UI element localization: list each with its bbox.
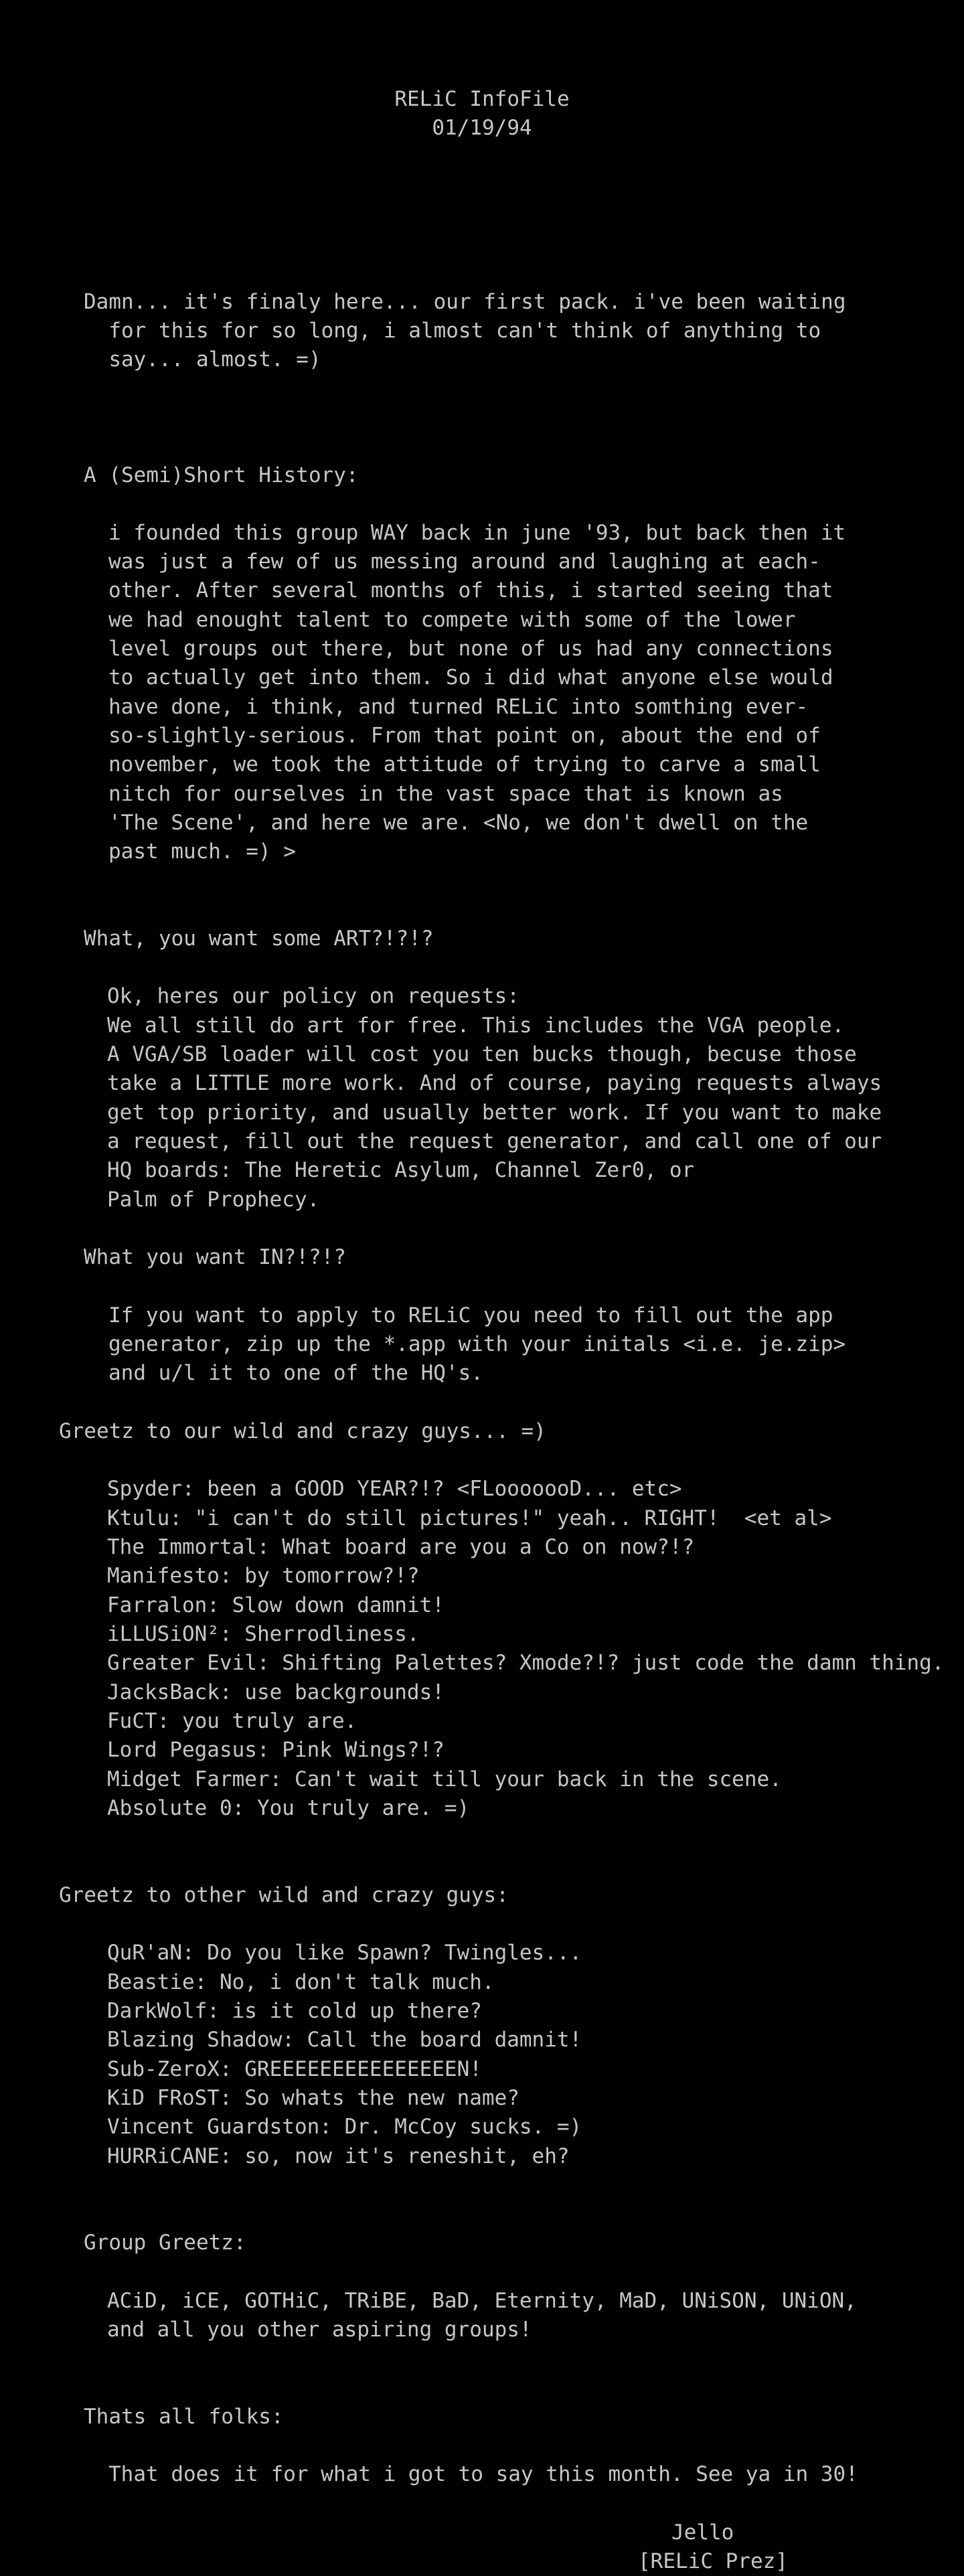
join-line: If you want to apply to RELiC you need to fill out the app: [108, 1303, 833, 1327]
greetz-member-line: Absolute 0: You truly are. =): [107, 1796, 470, 1820]
greetz-other-line: KiD FRoST: So whats the new name?: [107, 2086, 519, 2110]
greetz-members-heading: Greetz to our wild and crazy guys... =): [59, 1419, 546, 1443]
group-greetz-line: ACiD, iCE, GOTHiC, TRiBE, BaD, Eternity, MaD, UNiSON, UNiON,: [107, 2289, 857, 2313]
art-line: Palm of Prophecy.: [107, 1188, 320, 1212]
greetz-member-line: FuCT: you truly are.: [107, 1709, 357, 1733]
document-title: RELiC InfoFile: [394, 87, 570, 111]
intro-line: for this for so long, i almost can't think of anything to: [84, 319, 821, 343]
greetz-member-line: Farralon: Slow down damnit!: [107, 1593, 445, 1617]
history-line: past much. =) >: [108, 839, 296, 864]
history-line: so-slightly-serious. From that point on, about the end of: [108, 724, 821, 748]
history-line: november, we took the attitude of trying to carve a small: [108, 752, 821, 777]
art-line: Ok, heres our policy on requests:: [107, 984, 519, 1008]
art-line: A VGA/SB loader will cost you ten bucks though, becuse those: [107, 1042, 857, 1066]
history-line: we had enought talent to compete with some of the lower: [108, 608, 796, 632]
greetz-member-line: Greater Evil: Shifting Palettes? Xmode?!? just code the damn thing.: [107, 1651, 945, 1675]
greetz-other-line: Sub-ZeroX: GREEEEEEEEEEEEEEEN!: [107, 2057, 482, 2081]
intro-line: Damn... it's finaly here... our first pack. i've been waiting: [84, 290, 846, 314]
greetz-member-line: Midget Farmer: Can't wait till your back in the scene.: [107, 1767, 782, 1791]
join-line: generator, zip up the *.app with your initals <i.e. je.zip>: [108, 1332, 846, 1356]
art-heading: What, you want some ART?!?!?: [84, 927, 434, 951]
greetz-other-line: DarkWolf: is it cold up there?: [107, 1999, 482, 2023]
history-line: nitch for ourselves in the vast space that is known as: [108, 782, 783, 806]
history-line: other. After several months of this, i started seeing that: [108, 578, 833, 602]
art-line: We all still do art for free. This includes the VGA people.: [107, 1014, 845, 1038]
art-line: a request, fill out the request generator, and call one of our: [107, 1129, 882, 1153]
signature-name: Jello: [671, 2520, 734, 2545]
closing-heading: Thats all folks:: [84, 2405, 284, 2429]
greetz-member-line: Spyder: been a GOOD YEAR?!? <FLooooooD... etc>: [107, 1477, 682, 1501]
art-line: HQ boards: The Heretic Asylum, Channel Zer0, or: [107, 1158, 695, 1182]
history-line: to actually get into them. So i did what anyone else would: [108, 665, 833, 690]
greetz-others-heading: Greetz to other wild and crazy guys:: [59, 1883, 509, 1907]
history-line: was just a few of us messing around and laughing at each-: [108, 550, 821, 574]
history-line: 'The Scene', and here we are. <No, we don't dwell on the: [108, 811, 809, 835]
history-line: level groups out there, but none of us had any connections: [108, 637, 833, 661]
history-heading: A (Semi)Short History:: [84, 463, 359, 487]
group-greetz-line: and all you other aspiring groups!: [107, 2318, 532, 2342]
history-line: have done, i think, and turned RELiC into somthing ever-: [108, 695, 809, 719]
greetz-member-line: Ktulu: "i can't do still pictures!" yeah.. RIGHT! <et al>: [107, 1506, 832, 1530]
greetz-other-line: Beastie: No, i don't talk much.: [107, 1970, 495, 1994]
art-line: take a LITTLE more work. And of course, paying requests always: [107, 1071, 882, 1095]
history-line: i founded this group WAY back in june '93, but back then it: [108, 521, 846, 545]
intro-line: say... almost. =): [84, 347, 321, 372]
greetz-member-line: Manifesto: by tomorrow?!?: [107, 1564, 420, 1588]
greetz-member-line: JacksBack: use backgrounds!: [107, 1680, 445, 1704]
join-line: and u/l it to one of the HQ's.: [108, 1361, 483, 1385]
closing-line: That does it for what i got to say this month. See ya in 30!: [108, 2462, 858, 2486]
group-greetz-heading: Group Greetz:: [84, 2231, 246, 2255]
greetz-other-line: HURRiCANE: so, now it's reneshit, eh?: [107, 2144, 570, 2168]
join-heading: What you want IN?!?!?: [84, 1245, 346, 1269]
greetz-member-line: Lord Pegasus: Pink Wings?!?: [107, 1738, 445, 1762]
art-line: get top priority, and usually better work. If you want to make: [107, 1101, 882, 1125]
greetz-member-line: iLLUSiON²: Sherrodliness.: [107, 1622, 420, 1646]
signature-title: [RELiC Prez]: [638, 2549, 788, 2573]
document-date: 01/19/94: [432, 116, 532, 140]
greetz-other-line: Vincent Guardston: Dr. McCoy sucks. =): [107, 2115, 582, 2139]
greetz-other-line: Blazing Shadow: Call the board damnit!: [107, 2028, 582, 2052]
greetz-other-line: QuR'aN: Do you like Spawn? Twingles...: [107, 1941, 582, 1965]
greetz-member-line: The Immortal: What board are you a Co on now?!?: [107, 1535, 695, 1559]
